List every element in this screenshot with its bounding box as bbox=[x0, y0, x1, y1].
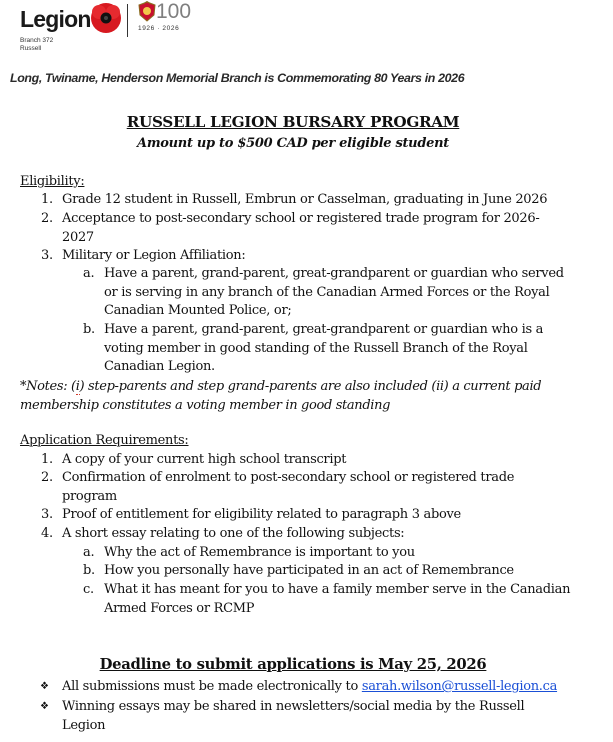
legion-logo-text: Legion bbox=[20, 6, 91, 32]
essays-line: Winning essays may be shared in newsletters/social media by the Russell bbox=[62, 699, 525, 714]
branch-town: Russell bbox=[20, 45, 42, 52]
eligibility-item-3: Military or Legion Affiliation: bbox=[62, 248, 246, 263]
eligibility-sub-a bbox=[104, 265, 564, 321]
legion-badge-icon bbox=[137, 1, 157, 22]
notes-rest: ) step-parents and step grand-parents are also included (ii) a current paid bbox=[79, 379, 542, 394]
eligibility-heading: Eligibility: bbox=[20, 174, 85, 189]
bullet-essays bbox=[62, 698, 524, 735]
logo-divider bbox=[127, 4, 128, 37]
eligibility-sub-a-num: a. bbox=[83, 266, 95, 281]
commemoration-line: Long, Twiname, Henderson Memorial Branch is Commemorating 80 Years in 2026 bbox=[10, 71, 465, 85]
notes-roman-i: i bbox=[75, 379, 80, 394]
page-subtitle: Amount up to $500 CAD per eligible student bbox=[137, 136, 449, 151]
requirement-sub-b-num: b. bbox=[83, 563, 95, 578]
bullet-submissions bbox=[62, 678, 557, 697]
eligibility-num-1: 1. bbox=[41, 192, 53, 207]
eligibility-sub-b-line: Canadian Legion. bbox=[104, 359, 215, 375]
requirement-num-2: 2. bbox=[41, 470, 53, 485]
page-title: RUSSELL LEGION BURSARY PROGRAM bbox=[126, 113, 460, 131]
eligibility-sub-a-line: Have a parent, grand-parent, great-grandparent or guardian who served bbox=[104, 266, 564, 281]
requirement-num-4: 4. bbox=[41, 526, 53, 541]
diamond-bullet-icon: ❖ bbox=[40, 681, 49, 692]
eligibility-sub-b-num: b. bbox=[83, 322, 95, 337]
notes-prefix: *Notes: ( bbox=[20, 379, 76, 394]
eligibility-item-2-line: Acceptance to post-secondary school or registered trade program for 2026- bbox=[62, 211, 540, 226]
poppy-icon bbox=[88, 2, 124, 34]
eligibility-sub-a-line: Canadian Mounted Police, or; bbox=[104, 303, 292, 319]
requirement-sub-c-line: What it has meant for you to have a family member serve in the Canadian bbox=[104, 582, 571, 597]
requirement-item-2 bbox=[62, 469, 514, 506]
branch-number: Branch 372 bbox=[20, 37, 54, 44]
requirement-item-2-line: program bbox=[62, 488, 117, 504]
centennial-years: 1926 · 2026 bbox=[138, 25, 180, 32]
requirement-sub-a: Why the act of Remembrance is important to you bbox=[104, 545, 415, 560]
requirement-num-1: 1. bbox=[41, 452, 53, 467]
notes-line-1 bbox=[20, 377, 600, 396]
eligibility-sub-b bbox=[104, 321, 543, 377]
eligibility-item-2-line: 2027 bbox=[62, 229, 94, 245]
requirement-item-2-line: Confirmation of enrolment to post-secondary school or registered trade bbox=[62, 470, 515, 485]
eligibility-item-2 bbox=[62, 210, 539, 247]
diamond-bullet-icon: ❖ bbox=[40, 701, 49, 712]
notes-line-2: membership constitutes a voting member in good standing bbox=[20, 398, 391, 414]
submissions-text: All submissions must be made electronically to bbox=[62, 679, 362, 694]
eligibility-notes bbox=[20, 377, 600, 416]
requirement-item-3: Proof of entitlement for eligibility related to paragraph 3 above bbox=[62, 507, 461, 522]
deadline-heading: Deadline to submit applications is May 25, 2026 bbox=[99, 656, 487, 673]
requirement-item-4: A short essay relating to one of the following subjects: bbox=[62, 526, 405, 541]
eligibility-num-3: 3. bbox=[41, 248, 53, 263]
essays-line: Legion bbox=[62, 717, 106, 733]
requirement-item-1: A copy of your current high school transcript bbox=[62, 452, 347, 467]
eligibility-sub-b-line: voting member in good standing of the Russell Branch of the Royal bbox=[104, 340, 528, 356]
requirement-sub-c-num: c. bbox=[83, 582, 94, 597]
eligibility-num-2: 2. bbox=[41, 211, 53, 226]
requirements-heading: Application Requirements: bbox=[20, 433, 189, 448]
eligibility-sub-a-line: or is serving in any branch of the Canadian Armed Forces or the Royal bbox=[104, 284, 550, 300]
eligibility-item-1: Grade 12 student in Russell, Embrun or Casselman, graduating in June 2026 bbox=[62, 192, 548, 207]
requirement-sub-c-line: Armed Forces or RCMP bbox=[104, 600, 255, 616]
requirement-sub-a-num: a. bbox=[83, 545, 95, 560]
requirement-sub-b: How you personally have participated in an act of Remembrance bbox=[104, 563, 514, 578]
requirement-num-3: 3. bbox=[41, 507, 53, 522]
requirement-sub-c bbox=[104, 581, 570, 618]
branch-label bbox=[20, 37, 53, 53]
eligibility-sub-b-line: Have a parent, grand-parent, great-grandparent or guardian who is a bbox=[104, 322, 544, 337]
contact-email-link[interactable]: sarah.wilson@russell-legion.ca bbox=[361, 679, 558, 694]
centennial-mark: 100 bbox=[156, 0, 192, 23]
